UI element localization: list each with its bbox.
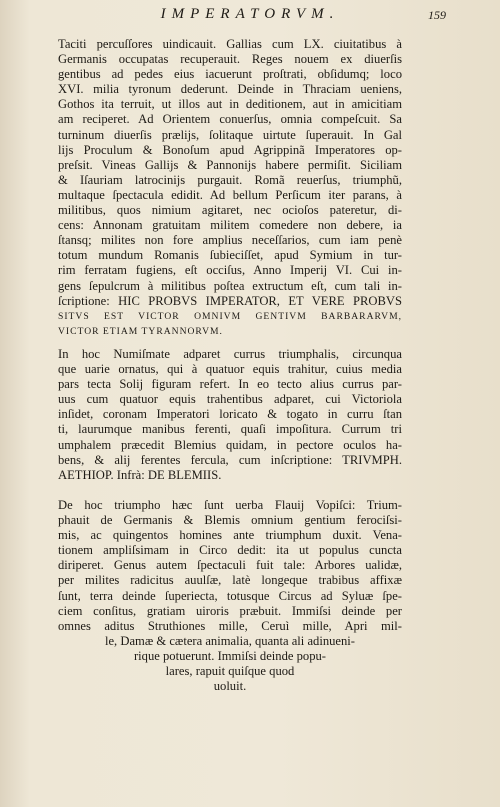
paragraph-vopiscus-quote bbox=[58, 498, 402, 694]
text-line: De hoc triumpho hæc ſunt uerba Flauij Vopiſci: Trium- bbox=[58, 498, 402, 512]
text-line: mis, ac quingentos homines ante triumphum duxit. Vena- bbox=[58, 528, 402, 543]
text-line: per milites radicitus auulſæ, latè longeque trabibus affixæ bbox=[58, 573, 402, 588]
text-line: militibus, quos nimium agitaret, nec ocioſos pateretur, di- bbox=[58, 203, 402, 218]
inscription-line: SITVS EST VICTOR OMNIVM GENTIVM BARBARARVM, bbox=[58, 310, 402, 322]
text-line: inſidet, coronam Imperatori loricato & togato in curru ſtan bbox=[58, 407, 402, 422]
text-line: & Iſauriam latrocinijs purgauit. Romã reuerſus, triumphũ, bbox=[58, 172, 402, 187]
text-line: tionem ampliſsimam in Circo dedit: ita ut populus cuncta bbox=[58, 543, 402, 558]
text-line: cens: Annonam gratuitam militem comedere non debere, ia bbox=[58, 218, 402, 233]
text-line: rim ferratam fugiens, eſt occiſus, Anno Imperij VI. Cui in- bbox=[58, 263, 402, 278]
text-line: le, Damæ & cætera animalia, quanta ali adinueni- bbox=[104, 633, 356, 648]
text-line: uoluit. bbox=[213, 679, 247, 694]
text-line: multaque ſpectacula edidit. Ad bellum Perſicum iter parans, à bbox=[58, 187, 402, 202]
text-line: ſunt, terra deinde ſuperiecta, totusque Circus ad Syluæ ſpe- bbox=[58, 588, 402, 603]
text-line: uus cum quatuor equis trahentibus adparet, cui Victoriola bbox=[58, 392, 402, 407]
paragraph-numismatic-description bbox=[58, 347, 402, 483]
text-line: Germanis occupatas recuperauit. Reges nouem ex diuerſis bbox=[58, 52, 402, 67]
text-line: diriperet. Genus autem ſpectaculi fuit tale: Arbores ualidæ, bbox=[58, 558, 402, 573]
text-line: bens, & alij ferentes fercula, cum inſcriptione: TRIVMPH. bbox=[58, 452, 402, 467]
text-line: AETHIOP. Infrà: DE BLEMIIS. bbox=[58, 467, 222, 482]
text-line: In hoc Numiſmate adparet currus triumphalis, circunqua bbox=[58, 347, 402, 361]
text-line: am reciperet. Ad Orientem conuerſus, omnia compeſcuit. Sa bbox=[58, 112, 402, 127]
text-line: gentibus ad pedes eius iacuerunt proſtrati, obſidumq; loco bbox=[58, 67, 402, 82]
inscription-line: VICTOR ETIAM TYRANNORVM. bbox=[58, 325, 223, 337]
text-line: lijs Proculum & Bonoſum apud Agrippinã Imperatores op- bbox=[58, 142, 402, 157]
text-line: phauit de Germanis & Blemis omnium gentium ferociſsi- bbox=[58, 513, 402, 528]
running-head: IMPERATORVM. bbox=[160, 6, 340, 22]
text-line: totum mundum Romanis ſubieciſſet, apud Symium in tur- bbox=[58, 248, 402, 263]
text-line: lares, rapuit quiſque quod bbox=[165, 664, 295, 679]
text-line: Gothos ita terruit, ut illos aut in deditionem, aut in amicitiam bbox=[58, 97, 402, 112]
text-line: ciem conſitus, gratiam uiroris præbuit. Immiſsi deinde per bbox=[58, 603, 402, 618]
text-line: pars tecta Solij figuram refert. In eo tecto alius currus par- bbox=[58, 377, 402, 392]
text-line: Taciti percuſſores uindicauit. Gallias cum LX. ciuitatibus à bbox=[58, 37, 402, 51]
text-line: umphalem præcedit Blemius quidam, in pectore oculos ha- bbox=[58, 437, 402, 452]
text-line: preſsit. Vineas Gallijs & Pannonijs habere permiſit. Siciliam bbox=[58, 157, 402, 172]
page-number: 159 bbox=[428, 8, 446, 22]
text-line: que uarie ornatus, qui à quatuor equis trahitur, cuius media bbox=[58, 362, 402, 377]
text-line: ti, laurumque manibus ferenti, quaſi impoſitura. Currum tri bbox=[58, 422, 402, 437]
inscription-line: ſcriptione: HIC PROBVS IMPERATOR, ET VERE PROBVS bbox=[58, 293, 402, 308]
text-line: turninum diuerſis prælijs, ſolitaque uirtute ſuperauit. In Gal bbox=[58, 127, 402, 142]
text-line: ſtansq; milites non fore amplius neceſſarios, cum iam penè bbox=[58, 233, 402, 248]
paragraph-probus-deeds bbox=[58, 37, 402, 339]
text-line: XVI. milia tyronum dederunt. Deinde in Thraciam ueniens, bbox=[58, 82, 402, 97]
text-line: gens ſepulcrum à militibus poſtea extructum eſt, cum tali in- bbox=[58, 278, 402, 293]
text-line: omnes aditus Struthiones mille, Ceruì mille, Apri mil- bbox=[58, 618, 402, 633]
text-line: rique potuerunt. Immiſsi deinde popu- bbox=[133, 648, 327, 663]
